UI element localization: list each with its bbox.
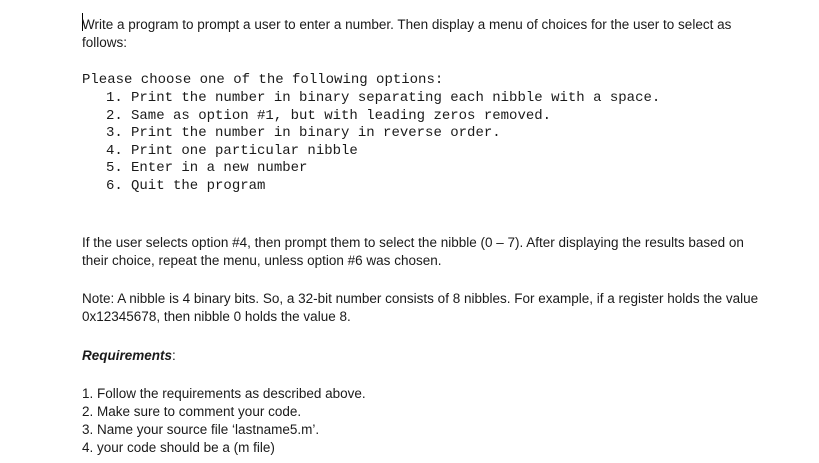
note-paragraph: Note: A nibble is 4 binary bits. So, a 32-bit number consists of 8 nibbles. For example, if a register holds the value 0x12345678, then nibble 0 holds the value 8. (82, 291, 759, 324)
menu-option-text: Print one particular nibble (131, 142, 358, 159)
intro-paragraph: Write a program to prompt a user to enter a number. Then display a menu of choices for the user to select as follows: (82, 17, 732, 50)
requirement-item: 3. Name your source file ‘lastname5.m’. (82, 422, 320, 437)
menu-option-text: Quit the program (131, 177, 266, 194)
menu-option-number: 5. (106, 160, 123, 176)
menu-option-2 (106, 108, 696, 126)
requirements-colon: : (172, 348, 176, 363)
requirement-item: 4. your code should be a (m file) (82, 440, 275, 455)
requirement-item: 1. Follow the requirements as described above. (82, 386, 366, 401)
requirements-title: Requirements (82, 348, 173, 363)
menu-option-number: 2. (106, 107, 123, 124)
menu-heading: Please choose one of the following options: (82, 72, 444, 88)
menu-option-number: 6. (106, 177, 123, 194)
menu-option-1 (106, 90, 696, 108)
menu-option-5 (106, 160, 696, 178)
option4-paragraph: If the user selects option #4, then prompt them to select the nibble (0 – 7). After displaying the results based on their choice, repeat the menu, unless option #6 was chosen. (82, 235, 744, 268)
menu-option-text: Print the number in binary in reverse order. (131, 125, 501, 141)
menu-option-text: Same as option #1, but with leading zeros removed. (131, 107, 552, 124)
menu-option-text: Enter in a new number (131, 160, 308, 176)
menu-option-text: Print the number in binary separating each nibble with a space. (131, 90, 661, 106)
menu-option-number: 3. (106, 125, 123, 141)
menu-option-4 (106, 143, 696, 161)
menu-option-number: 4. (106, 142, 123, 159)
menu-option-number: 1. (106, 90, 123, 106)
requirements-list (82, 385, 366, 457)
requirements-heading (82, 347, 176, 365)
menu-option-3 (106, 125, 696, 143)
menu-options-list (106, 90, 696, 195)
requirement-item: 2. Make sure to comment your code. (82, 404, 302, 419)
menu-option-6 (106, 178, 696, 196)
